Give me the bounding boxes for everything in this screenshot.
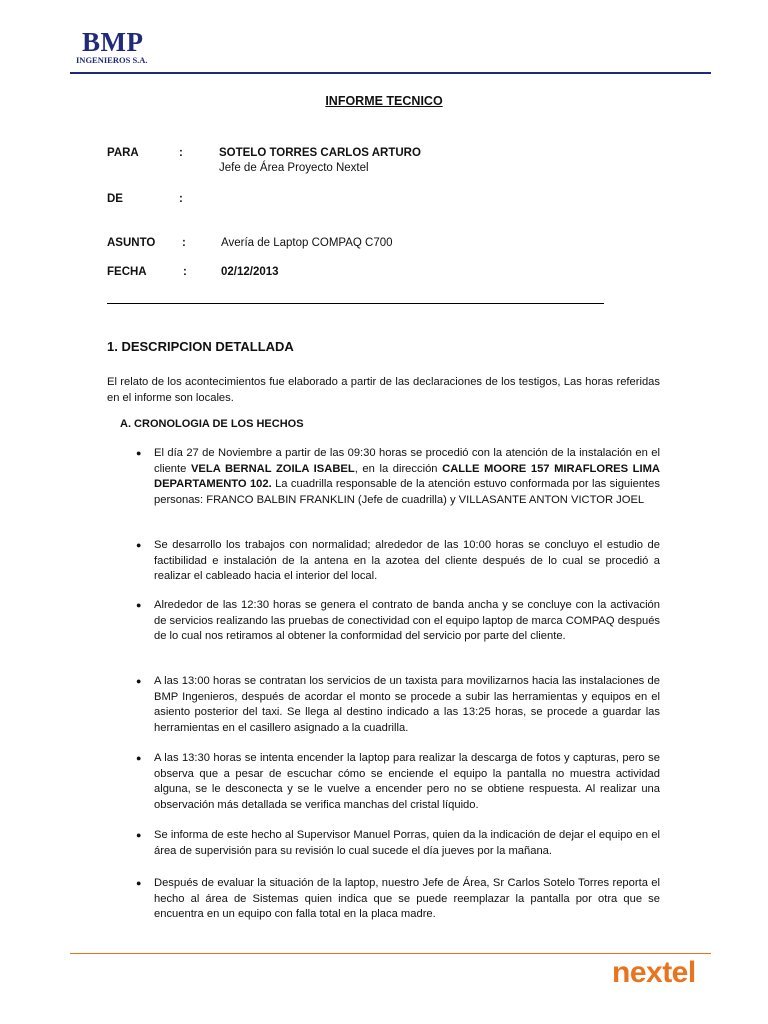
fecha-label: FECHA	[107, 266, 147, 278]
list-item	[136, 446, 660, 508]
list-item	[136, 751, 660, 813]
subsection-heading: A. CRONOLOGIA DE LOS HECHOS	[120, 418, 304, 430]
bullet-icon: ●	[136, 753, 142, 763]
intro-paragraph: El relato de los acontecimientos fue elaborado a partir de las declaraciones de los testigos, Las horas referidas en el informe son locales.	[107, 376, 660, 404]
bullet-icon: ●	[136, 830, 142, 840]
de-colon: :	[179, 193, 183, 205]
bmp-logo-subtitle: INGENIEROS S.A.	[76, 55, 148, 65]
asunto-label: ASUNTO	[107, 237, 156, 249]
fields-separator	[107, 303, 604, 304]
list-item	[136, 828, 660, 859]
bullet-icon: ●	[136, 600, 142, 610]
client-name: VELA BERNAL ZOILA ISABEL	[190, 462, 355, 475]
asunto-value: Avería de Laptop COMPAQ C700	[221, 237, 393, 249]
list-item-text: A las 13:00 horas se contratan los servicios de un taxista para movilizarnos hacia las instalaciones de BMP Ingenieros, después de acordar el monto se procede a subir las herramientas y equipos en el asiento posterior del taxi. Se llega al destino indicado a las 13:25 horas, se procede a guardar las herramientas en el casillero asignado a la cuadrilla.	[154, 675, 660, 734]
list-item-text: Se informa de este hecho al Supervisor Manuel Porras, quien da la indicación de dejar el equipo en el área de supervisión para su revisión lo cual sucede el día jueves por la mañana.	[154, 829, 660, 857]
list-item	[136, 598, 660, 645]
para-label: PARA	[107, 147, 139, 159]
list-item	[136, 876, 660, 923]
footer-divider	[70, 953, 711, 954]
para-role: Jefe de Área Proyecto Nextel	[219, 162, 369, 174]
bmp-logo: BMP	[82, 27, 144, 57]
bullet-icon: ●	[136, 676, 142, 686]
header-divider	[70, 72, 711, 74]
list-item	[136, 538, 660, 585]
list-item-text: Se desarrollo los trabajos con normalidad; alrededor de las 10:00 horas se concluyo el estudio de factibilidad e instalación de la antena en la azotea del cliente después de lo cual se procedió a realizar el cableado hacia el interior del local.	[154, 539, 660, 583]
nextel-logo: nextel	[612, 956, 696, 989]
bullet-icon: ●	[136, 878, 142, 888]
bullet-icon: ●	[136, 540, 142, 550]
list-item-text: A las 13:30 horas se intenta encender la laptop para realizar la descarga de fotos y capturas, pero se observa que a pesar de escuchar cómo se enciende el equipo la pantalla no muestra actividad alguna, se le desconecta y se le vuelve a encender pero no se obtiene respuesta. Al realizar una observación más detallada se verifica manchas del cristal líquido.	[154, 752, 660, 811]
fecha-colon: :	[183, 266, 187, 278]
fecha-value: 02/12/2013	[221, 266, 279, 278]
document-title: INFORME TECNICO	[325, 94, 443, 108]
asunto-colon: :	[182, 237, 186, 249]
list-item	[136, 674, 660, 736]
de-label: DE	[107, 193, 123, 205]
para-name: SOTELO TORRES CARLOS ARTURO	[219, 147, 421, 159]
list-item-text: Alrededor de las 12:30 horas se genera el contrato de banda ancha y se concluye con la activación de servicios realizando las pruebas de conectividad con el equipo laptop de marca COMPAQ después de lo cual nos retiramos al obtener la conformidad del servicio por parte del cliente.	[154, 599, 661, 643]
list-item-text: El día 27 de Noviembre a partir de las 09:30 horas se procedió con la atención de la instalación en el cliente VELA BERNAL ZOILA ISABEL, en la dirección CALLE MOORE 157 MIRAFLORES LIMA DEPARTAMENTO 102. La cuadrilla responsable de la atención estuvo conformada por las siguientes personas: FRANCO BALBIN FRANKLIN (Jefe de cuadrilla) y VILLASANTE ANTON VICTOR JOEL	[154, 447, 661, 506]
bullet-icon: ●	[136, 448, 142, 458]
section-heading: 1. DESCRIPCION DETALLADA	[107, 339, 294, 354]
client-address: CALLE MOORE 157 MIRAFLORES LIMA DEPARTAMENTO 102.	[154, 462, 661, 491]
para-colon: :	[179, 147, 183, 159]
list-item-text: Después de evaluar la situación de la laptop, nuestro Jefe de Área, Sr Carlos Sotelo Torres reporta el hecho al área de Sistemas quien indica que se puede reemplazar la pantalla por otra que se encuentra en un equipo con falla total en la placa madre.	[154, 877, 660, 921]
